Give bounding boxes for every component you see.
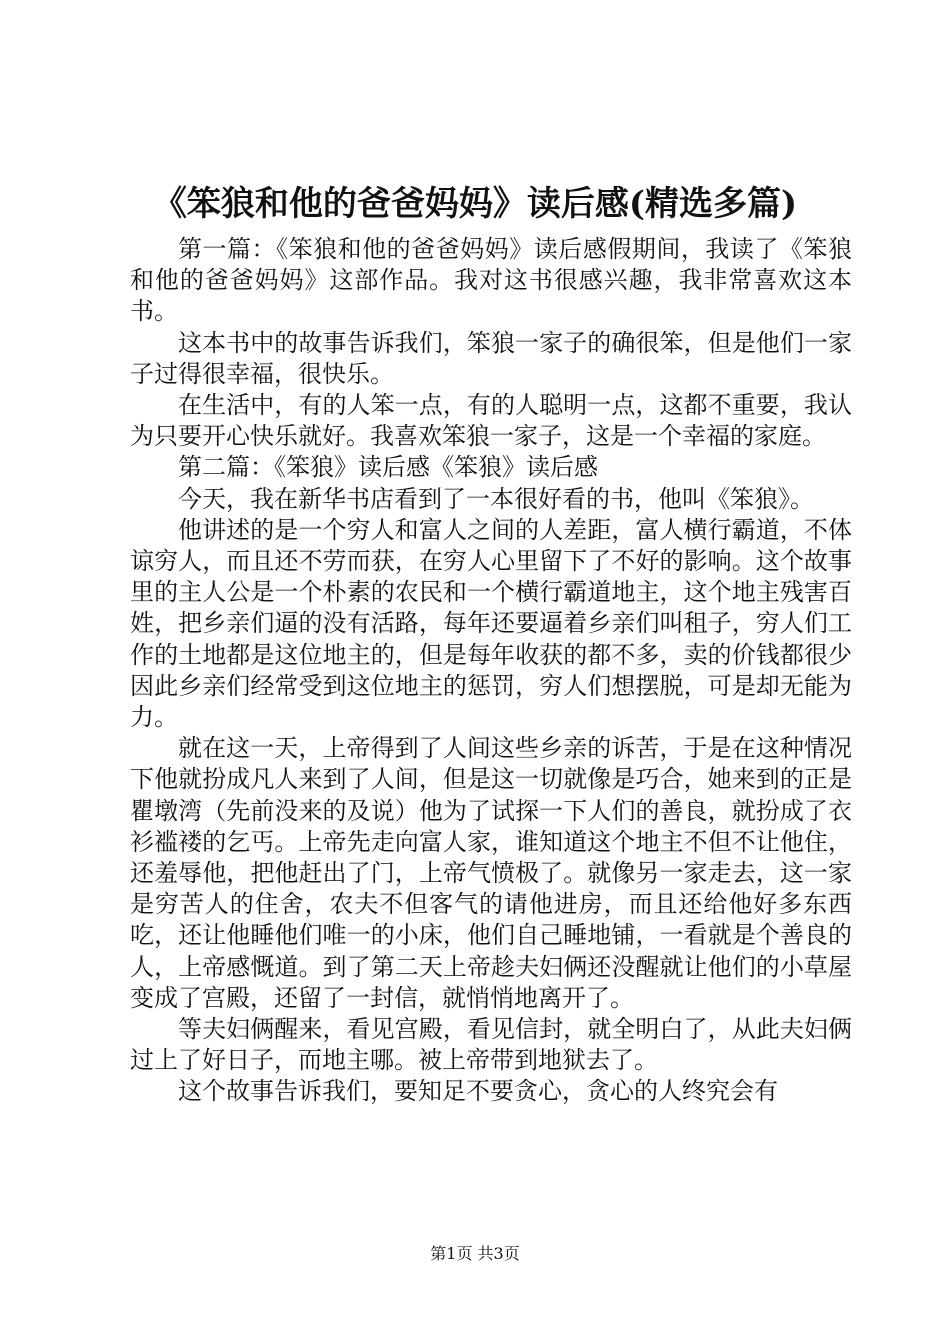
paragraph: 他讲述的是一个穷人和富人之间的人差距，富人横行霸道，不体谅穷人，而且还不劳而获，在穷人心里留下了不好的影响。这个故事里的主人公是一个朴素的农民和一个横行霸道地主，这个地主残害百姓，把乡亲们逼的没有活路，每年还要逼着乡亲们叫租子，穷人们工作的土地都是这位地主的，但是每年收获的都不多，卖的价钱都很少因此乡亲们经常受到这位地主的惩罚，穷人们想摆脱，可是却无能为力。 xyxy=(130,515,852,732)
paragraph: 在生活中，有的人笨一点，有的人聪明一点，这都不重要，我认为只要开心快乐就好。我喜欢笨狼一家子，这是一个幸福的家庭。 xyxy=(130,391,852,451)
page-footer: 第1页 共3页 xyxy=(430,1244,520,1263)
paragraph: 这本书中的故事告诉我们，笨狼一家子的确很笨，但是他们一家子过得很幸福，很快乐。 xyxy=(130,328,852,388)
paragraph: 这个故事告诉我们，要知足不要贪心，贪心的人终究会有 xyxy=(178,1077,778,1106)
paragraph: 等夫妇俩醒来，看见宫殿，看见信封，就全明白了，从此夫妇俩过上了好日子，而地主哪。被上帝带到地狱去了。 xyxy=(130,1015,852,1075)
document-title: 《笨狼和他的爸爸妈妈》读后感(精选多篇) xyxy=(152,184,798,224)
document-body xyxy=(130,234,852,1108)
paragraph: 今天，我在新华书店看到了一本很好看的书，他叫《笨狼》。 xyxy=(178,484,814,513)
paragraph: 第二篇：《笨狼》读后感《笨狼》读后感 xyxy=(178,453,598,482)
paragraph: 就在这一天，上帝得到了人间这些乡亲的诉苦，于是在这种情况下他就扮成凡人来到了人间，但是这一切就像是巧合，她来到的正是瞿墩湾（先前没来的及说）他为了试探一下人们的善良，就扮成了衣衫褴褛的乞丐。上帝先走向富人家，谁知道这个地主不但不让他住，还羞辱他，把他赶出了门，上帝气愤极了。就像另一家走去，这一家是穷苦人的住舍，农夫不但客气的请他进房，而且还给他好多东西吃，还让他睡他们唯一的小床，他们自己睡地铺，一看就是个善良的人，上帝感慨道。到了第二天上帝趁夫妇俩还没醒就让他们的小草屋变成了宫殿，还留了一封信，就悄悄地离开了。 xyxy=(130,734,852,1012)
paragraph: 第一篇：《笨狼和他的爸爸妈妈》读后感假期间，我读了《笨狼和他的爸爸妈妈》这部作品。我对这书很感兴趣，我非常喜欢这本书。 xyxy=(130,235,852,326)
